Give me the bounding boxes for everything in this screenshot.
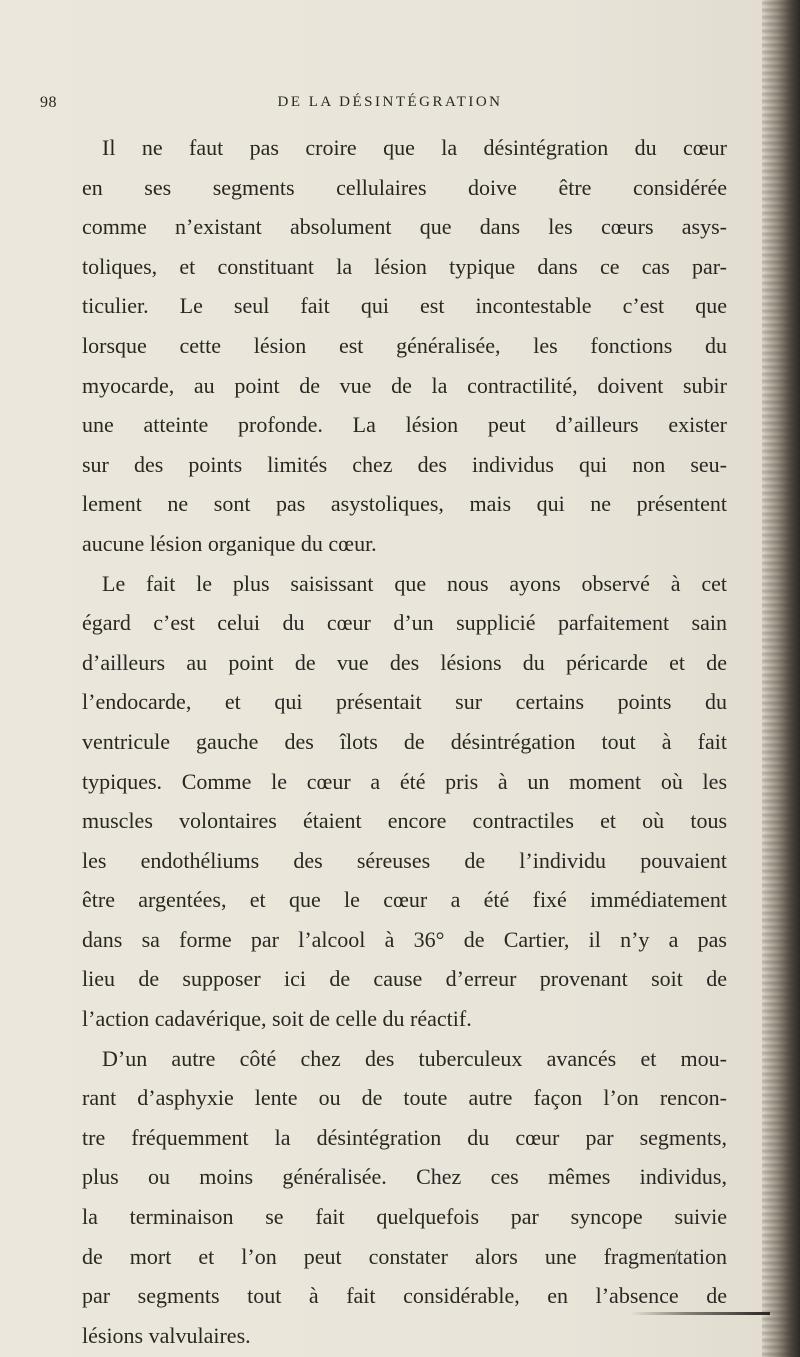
text-line: en ses segments cellulaires doive être considérée [82,174,727,200]
text-line: par segments tout à fait considérable, en l’absence de [82,1283,727,1309]
text-line: égard c’est celui du cœur d’un supplicié parfaitement sain [82,610,727,636]
text-line: être argentées, et que le cœur a été fixé immédiatement [82,887,727,913]
text-line: Il ne faut pas croire que la désintégration du cœur [102,135,727,160]
text-line: sur des points limités chez des individus qui non seu- [82,451,727,477]
text-line: rant d’asphyxie lente ou de toute autre façon l’on rencon- [82,1085,727,1111]
page-edge-shadow [762,0,800,1357]
text-line: Le fait le plus saisissant que nous ayons observé à cet [102,570,727,596]
text-line: comme n’existant absolument que dans les cœurs asys- [82,214,727,240]
page-bottom-shadow [630,1312,770,1315]
text-line: myocarde, au point de vue de la contractilité, doivent subir [82,372,727,398]
text-line: dans sa forme par l’alcool à 36° de Cartier, il n’y a pas [82,926,727,952]
text-line: ventricule gauche des îlots de désintrégation tout à fait [82,728,727,754]
page-header [40,94,740,118]
text-line: une atteinte profonde. La lésion peut d’ailleurs exister [82,412,727,438]
text-line: lorsque cette lésion est généralisée, les fonctions du [82,332,727,358]
running-head: DE LA DÉSINTÉGRATION [277,94,503,110]
text-line: toliques, et constituant la lésion typique dans ce cas par- [82,253,727,279]
text-line: la terminaison se fait quelquefois par syncope suivie [82,1204,727,1230]
text-line: typiques. Comme le cœur a été pris à un moment où les [82,768,727,794]
text-line: de mort et l’on peut constater alors une fragmentation [82,1243,727,1269]
text-line: ticulier. Le seul fait qui est incontestable c’est que [82,293,727,319]
text-line: plus ou moins généralisée. Chez ces mêmes individus, [82,1164,727,1190]
text-line: l’action cadavérique, soit de celle du réactif. [82,1006,472,1032]
text-line: l’endocarde, et qui présentait sur certains points du [82,689,727,715]
text-line: tre fréquemment la désintégration du cœur par segments, [82,1124,727,1150]
body-text [82,128,727,1355]
text-line: lement ne sont pas asystoliques, mais qui ne présentent [82,491,727,517]
text-line: d’ailleurs au point de vue des lésions du péricarde et de [82,649,727,675]
text-line: lésions valvulaires. [82,1322,251,1348]
text-line: lieu de supposer ici de cause d’erreur provenant soit de [82,966,727,992]
text-line: les endothéliums des séreuses de l’individu pouvaient [82,847,727,873]
text-line: aucune lésion organique du cœur. [82,530,377,556]
text-line: muscles volontaires étaient encore contractiles et où tous [82,808,727,834]
page-number: 98 [40,94,57,111]
text-line: D’un autre côté chez des tuberculeux avancés et mou- [102,1045,727,1071]
